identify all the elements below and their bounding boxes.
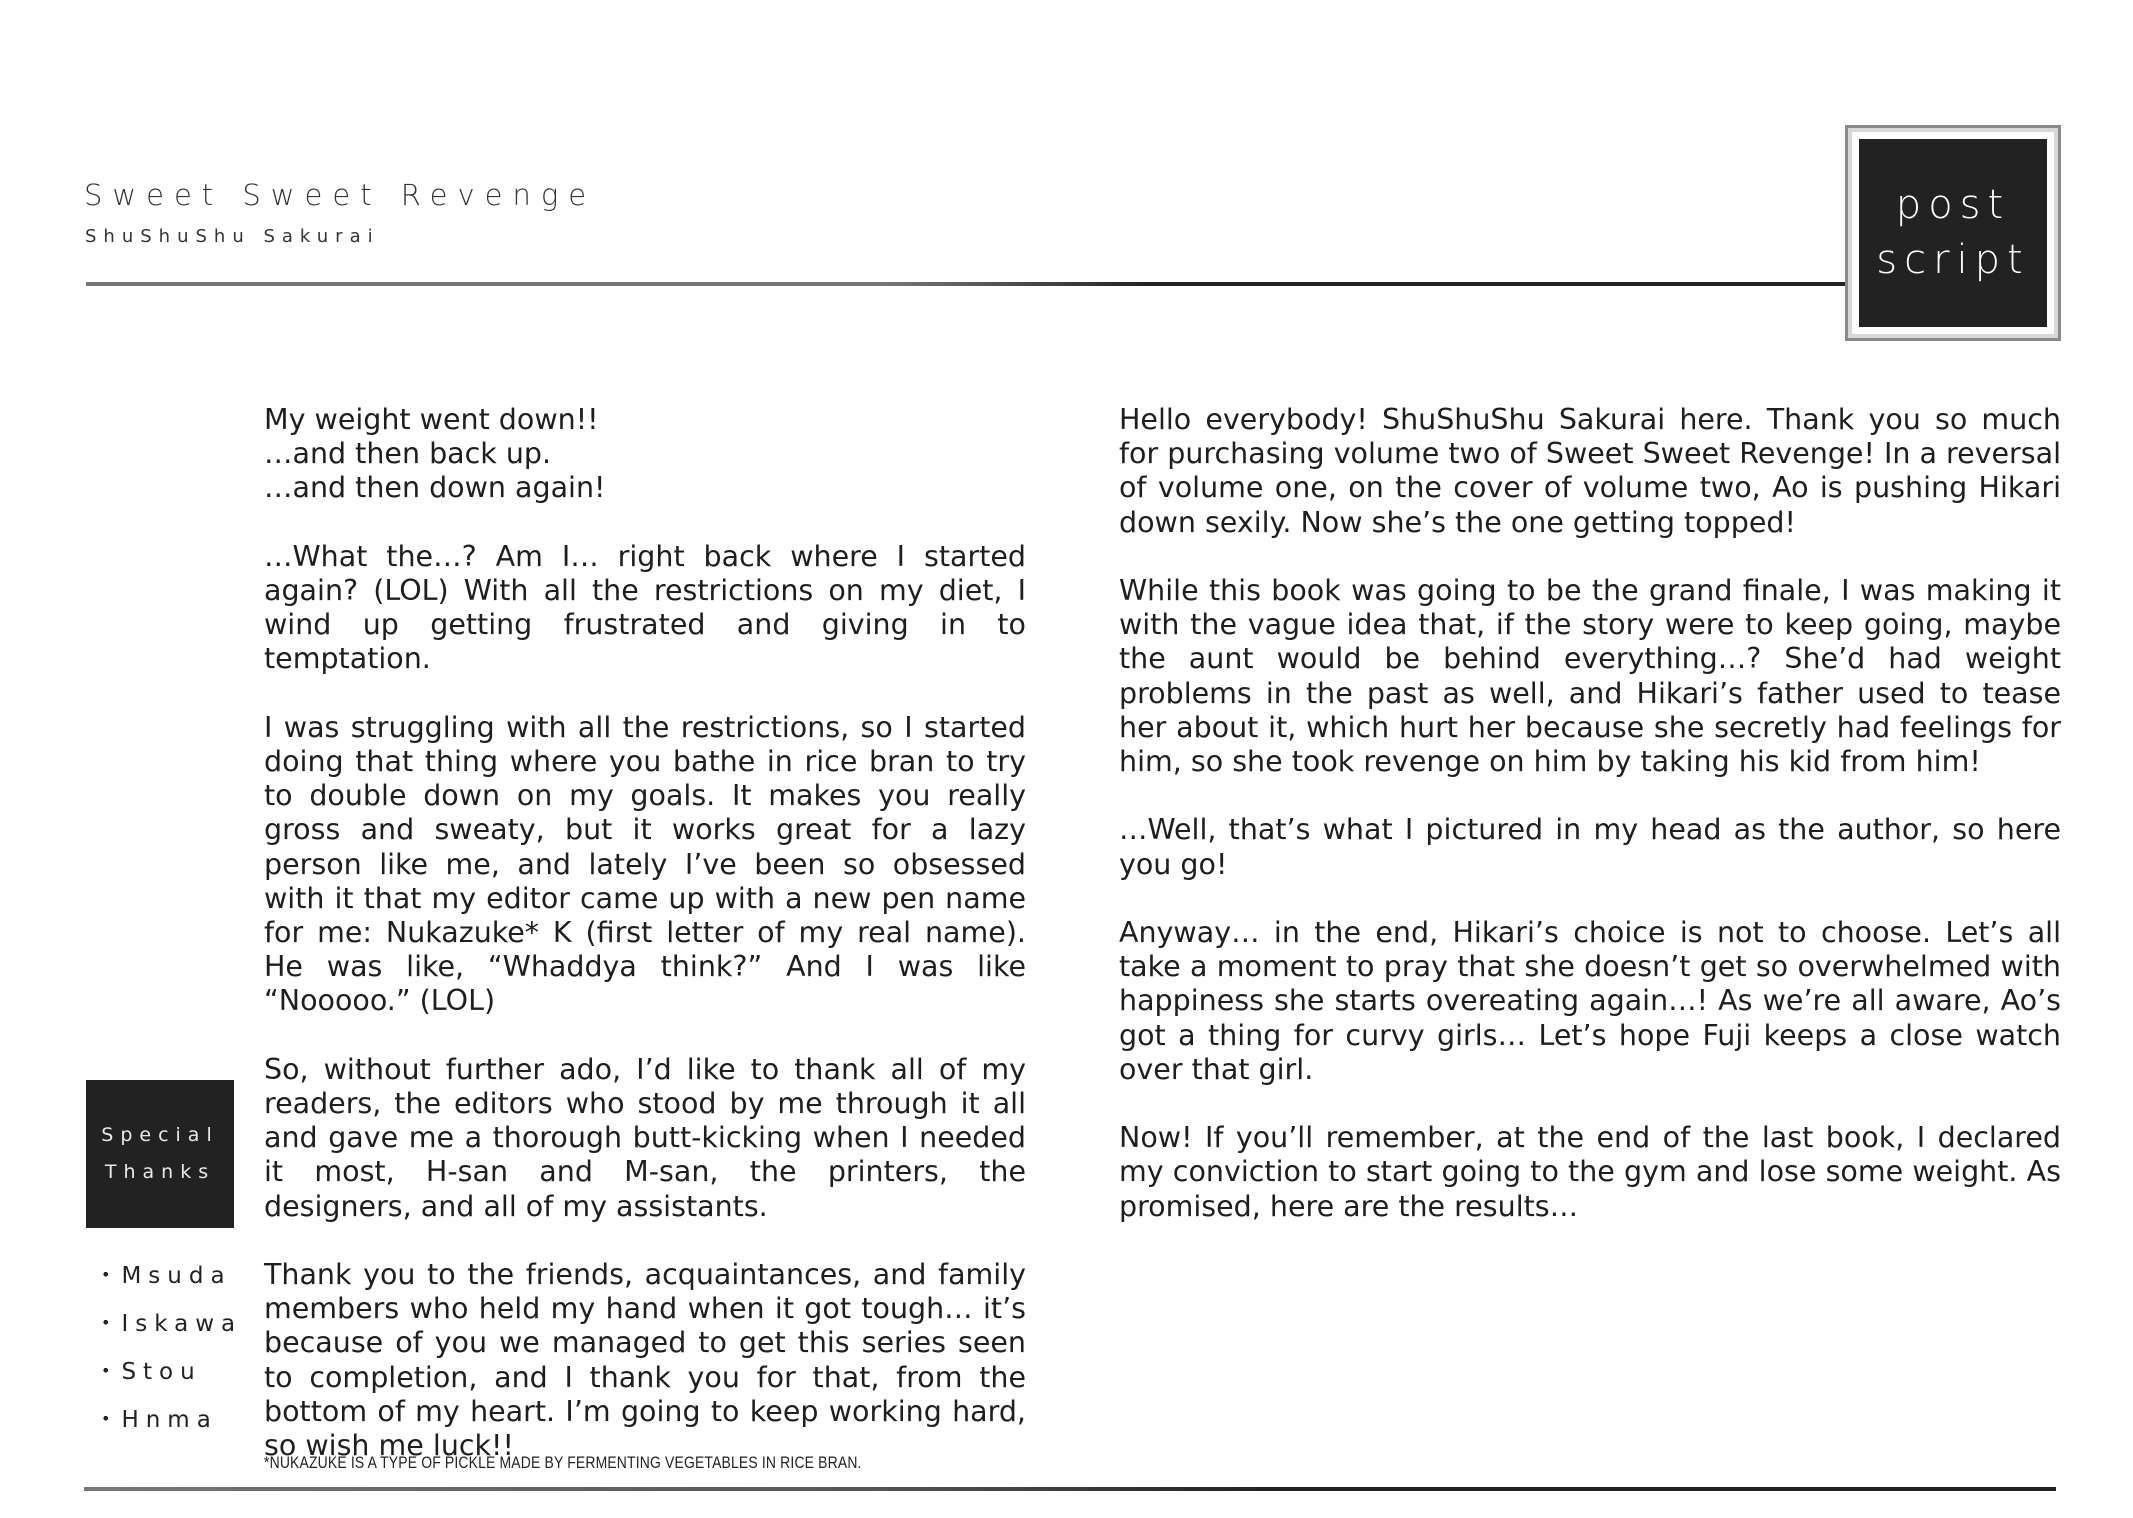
left-paragraph-3: I was struggling with all the restrictions, so I started doing that thing where you bathe in rice bran to try to double down on my goals. It makes you really gross and sweaty, but it works great for a lazy person like me, and lately I’ve been so obsessed with it that my editor came up with a new pen name for me: Nukazuke* K (first letter of my real name). He was like, “Whaddya think?” And I was like “Nooooo.” (LOL) (264, 710, 1026, 1018)
book-title: Sweet Sweet Revenge (84, 178, 597, 212)
right-paragraph-2: While this book was going to be the grand finale, I was making it with the vague idea that, if the story were to keep going, maybe the aunt would be behind everything…? She’d had weight problems in the past as well, and Hikari’s father used to tease her about it, which hurt her because she secretly had feelings for him, so she took revenge on him by taking his kid from him! (1119, 574, 2061, 779)
thanks-name: • Iskawa (101, 1306, 242, 1354)
left-paragraph-5: Thank you to the friends, acquaintances, and family members who held my hand when it got tough… it’s because of you we managed to get this series seen to completion, and I thank you for that, from the bottom of my heart. I’m going to keep working hard, so wish me luck!! (264, 1258, 1026, 1463)
left-paragraph-1-line: My weight went down!! (264, 403, 599, 436)
right-paragraph-1: Hello everybody! ShuShuShu Sakurai here. Thank you so much for purchasing volume two of Sweet Sweet Revenge! In a reversal of volume one, on the cover of volume two, Ao is pushing Hikari down sexily. Now she’s the one getting topped! (1119, 403, 2061, 539)
thanks-name: • Hnma (101, 1402, 242, 1450)
thanks-name: • Stou (101, 1354, 242, 1402)
postscript-badge-line2: script (1876, 237, 2030, 283)
special-thanks-list (101, 1258, 242, 1450)
left-paragraph-1-line: …and then back up. (264, 437, 552, 471)
footnote: *NUKAZUKE IS A TYPE OF PICKLE MADE BY FERMENTING VEGETABLES IN RICE BRAN. (264, 1453, 862, 1472)
special-thanks-badge (86, 1080, 234, 1228)
postscript-badge-line1: post (1895, 182, 2011, 228)
left-paragraph-2: …What the…? Am I… right back where I started again? (LOL) With all the restrictions on my diet, I wind up getting frustrated and giving in to temptation. (264, 539, 1026, 676)
left-text-column (264, 403, 1026, 1497)
left-paragraph-1 (264, 403, 1026, 506)
right-paragraph-5: Now! If you’ll remember, at the end of the last book, I declared my conviction to start going to the gym and lose some weight. As promised, here are the results… (1119, 1121, 2061, 1223)
thanks-name: • Msuda (101, 1258, 242, 1306)
right-paragraph-3: …Well, that’s what I pictured in my head as the author, so here you go! (1119, 813, 2061, 881)
header-divider (86, 282, 1856, 286)
right-text-column (1119, 403, 2061, 1258)
right-paragraph-4: Anyway… in the end, Hikari’s choice is not to choose. Let’s all take a moment to pray that she doesn’t get so overwhelmed with happiness she starts overeating again…! As we’re all aware, Ao’s got a thing for curvy girls… Let’s hope Fuji keeps a close watch over that girl. (1119, 916, 2061, 1086)
left-paragraph-1-line: …and then down again! (264, 471, 606, 505)
footer-divider (84, 1487, 2056, 1491)
postscript-badge (1848, 128, 2058, 338)
special-thanks-line1: Special (101, 1124, 219, 1146)
author-name: ShuShuShu Sakurai (85, 226, 380, 247)
special-thanks-line2: Thanks (104, 1161, 216, 1183)
left-paragraph-4: So, without further ado, I’d like to thank all of my readers, the editors who stood by me through it all and gave me a thorough butt-kicking when I needed it most, H-san and M-san, the printers, the designers, and all of my assistants. (264, 1052, 1026, 1223)
